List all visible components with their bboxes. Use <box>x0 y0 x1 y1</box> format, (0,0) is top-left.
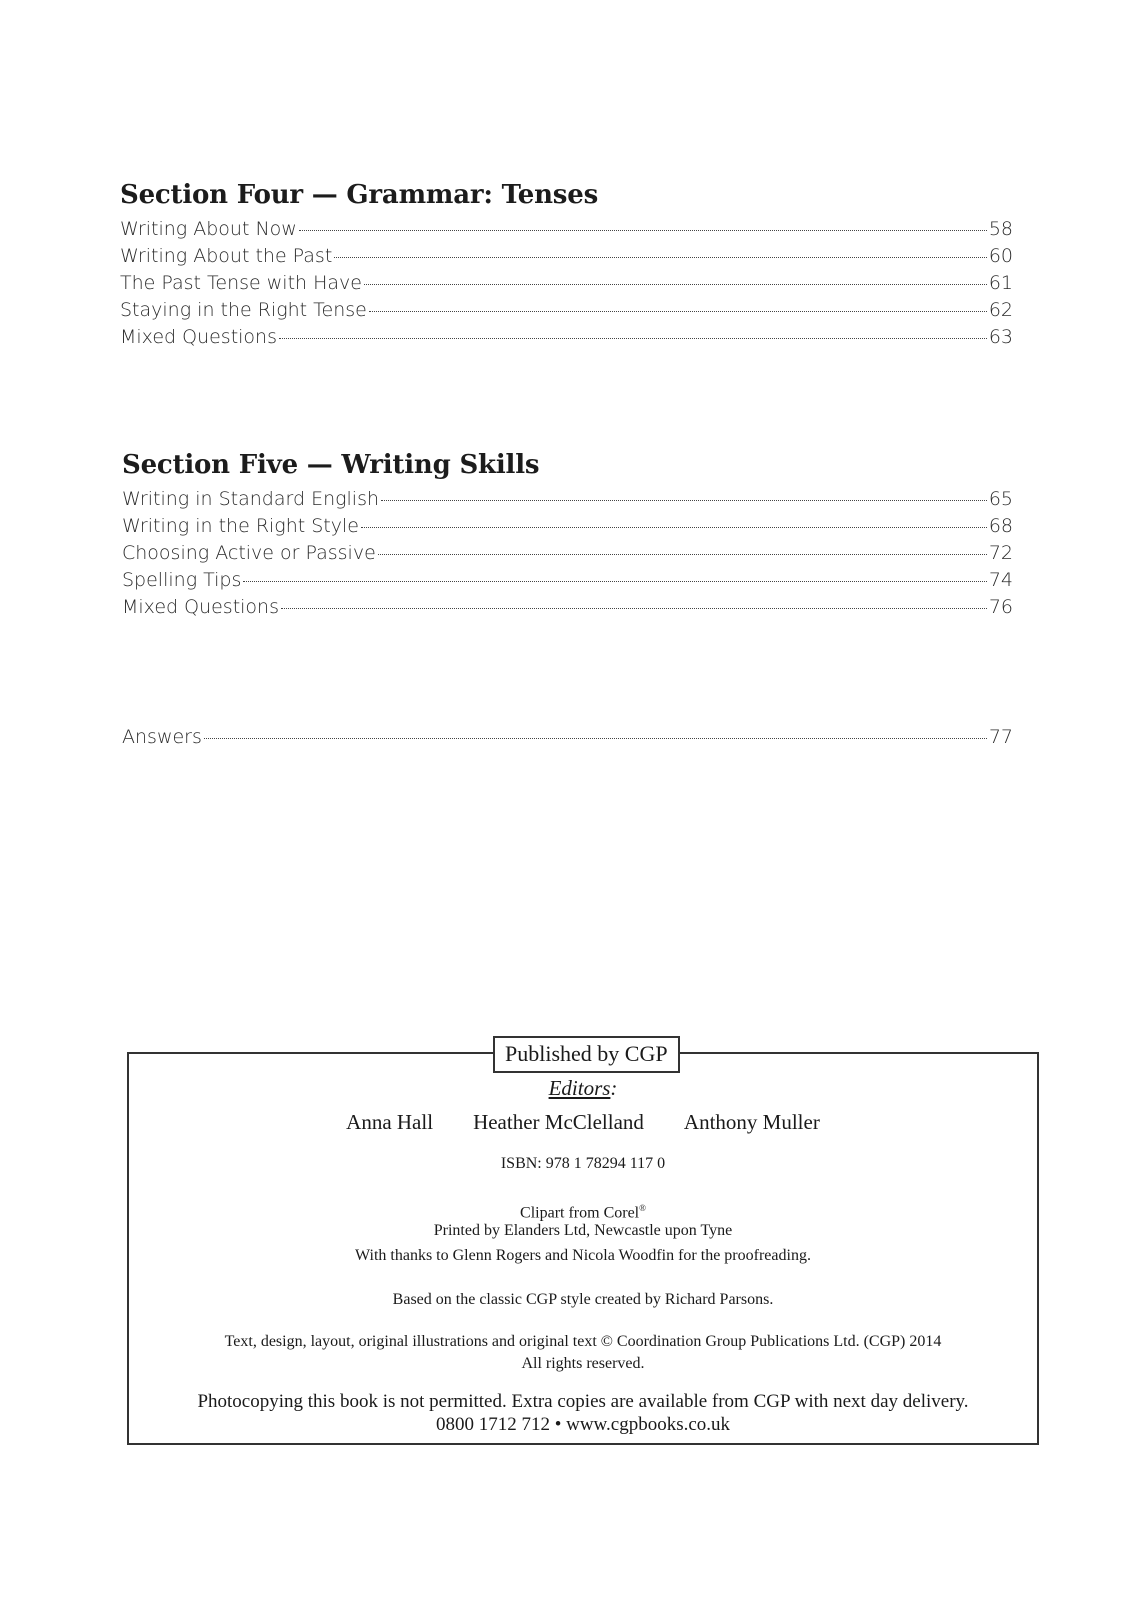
dot-leader <box>281 608 987 609</box>
section-five-title: Section Five — Writing Skills <box>122 450 540 480</box>
toc-entry-page: 77 <box>988 726 1013 748</box>
toc-entry-page: 58 <box>988 218 1013 240</box>
editors-heading <box>129 1076 1037 1101</box>
editor-name: Anthony Muller <box>683 1110 820 1134</box>
toc-entry-label: Writing in the Right Style <box>122 515 359 537</box>
toc-entry[interactable] <box>122 567 1013 594</box>
editors-colon: : <box>610 1076 618 1100</box>
toc-entry-label: The Past Tense with Have <box>120 272 362 294</box>
editor-name: Heather McClelland <box>473 1110 644 1134</box>
dot-leader <box>299 230 987 231</box>
toc-entry-label: Writing About Now <box>120 218 297 240</box>
editor-name: Anna Hall <box>346 1110 434 1134</box>
toc-entry[interactable] <box>120 324 1013 351</box>
dot-leader <box>364 284 987 285</box>
toc-entry[interactable] <box>120 297 1013 324</box>
isbn: ISBN: 978 1 78294 117 0 <box>500 1155 666 1172</box>
dot-leader <box>381 500 987 501</box>
publisher-box <box>127 1041 1039 1445</box>
toc-entry-label: Answers <box>122 726 202 748</box>
publisher-tag: Published by CGP <box>493 1036 680 1073</box>
toc-entry-label: Writing About the Past <box>120 245 333 267</box>
toc-entry-page: 76 <box>988 596 1013 618</box>
toc-entry-page: 72 <box>988 542 1013 564</box>
thanks-credit: With thanks to Glenn Rogers and Nicola Woodfin for the proofreading. <box>355 1247 811 1264</box>
toc-entry-page: 74 <box>988 569 1013 591</box>
section-four-title: Section Four — Grammar: Tenses <box>120 180 599 210</box>
style-credit: Based on the classic CGP style created by Richard Parsons. <box>392 1291 774 1308</box>
dot-leader <box>334 257 987 258</box>
dot-leader <box>279 338 987 339</box>
toc-entry-page: 68 <box>988 515 1013 537</box>
toc-entry-label: Writing in Standard English <box>122 488 380 510</box>
toc-entry-label: Spelling Tips <box>122 569 242 591</box>
toc-entry[interactable] <box>120 270 1013 297</box>
rights-notice: All rights reserved. <box>521 1355 645 1372</box>
toc-entry[interactable] <box>122 540 1013 567</box>
photocopy-notice: Photocopying this book is not permitted. Extra copies are available from CGP with next day delivery. <box>197 1391 969 1412</box>
toc-entry-page: 65 <box>988 488 1013 510</box>
section-five <box>122 448 1013 621</box>
contact-line[interactable]: 0800 1712 712 • www.cgpbooks.co.uk <box>435 1414 731 1435</box>
toc-entry-label: Mixed Questions <box>120 326 278 348</box>
toc-entry-page: 63 <box>988 326 1013 348</box>
toc-entry[interactable] <box>122 594 1013 621</box>
dot-leader <box>204 738 987 739</box>
toc-entry-label: Choosing Active or Passive <box>122 542 376 564</box>
toc-entry-page: 61 <box>988 272 1013 294</box>
section-four <box>120 178 1013 351</box>
clipart-credit <box>129 1198 1037 1223</box>
dot-leader <box>243 581 986 582</box>
printer-credit: Printed by Elanders Ltd, Newcastle upon Tyne <box>433 1222 733 1239</box>
clipart-text: Clipart from Corel <box>520 1204 640 1222</box>
toc-entry[interactable] <box>122 513 1013 540</box>
toc-entry-label: Staying in the Right Tense <box>120 299 367 321</box>
dot-leader <box>369 311 987 312</box>
copyright-notice: Text, design, layout, original illustrations and original text © Coordination Group Publications Ltd. (CGP) 2014 <box>224 1333 942 1350</box>
toc-entry[interactable] <box>120 243 1013 270</box>
dot-leader <box>378 554 987 555</box>
toc-entry-page: 60 <box>988 245 1013 267</box>
answers-section <box>122 724 1013 751</box>
toc-entry[interactable] <box>120 216 1013 243</box>
toc-entry-label: Mixed Questions <box>122 596 280 618</box>
editors-label: Editors <box>548 1076 611 1100</box>
toc-entry-answers[interactable] <box>122 724 1013 751</box>
editors-list <box>129 1110 1037 1135</box>
toc-entry-page: 62 <box>988 299 1013 321</box>
registered-mark: ® <box>639 1203 646 1213</box>
dot-leader <box>361 527 987 528</box>
toc-entry[interactable] <box>122 486 1013 513</box>
